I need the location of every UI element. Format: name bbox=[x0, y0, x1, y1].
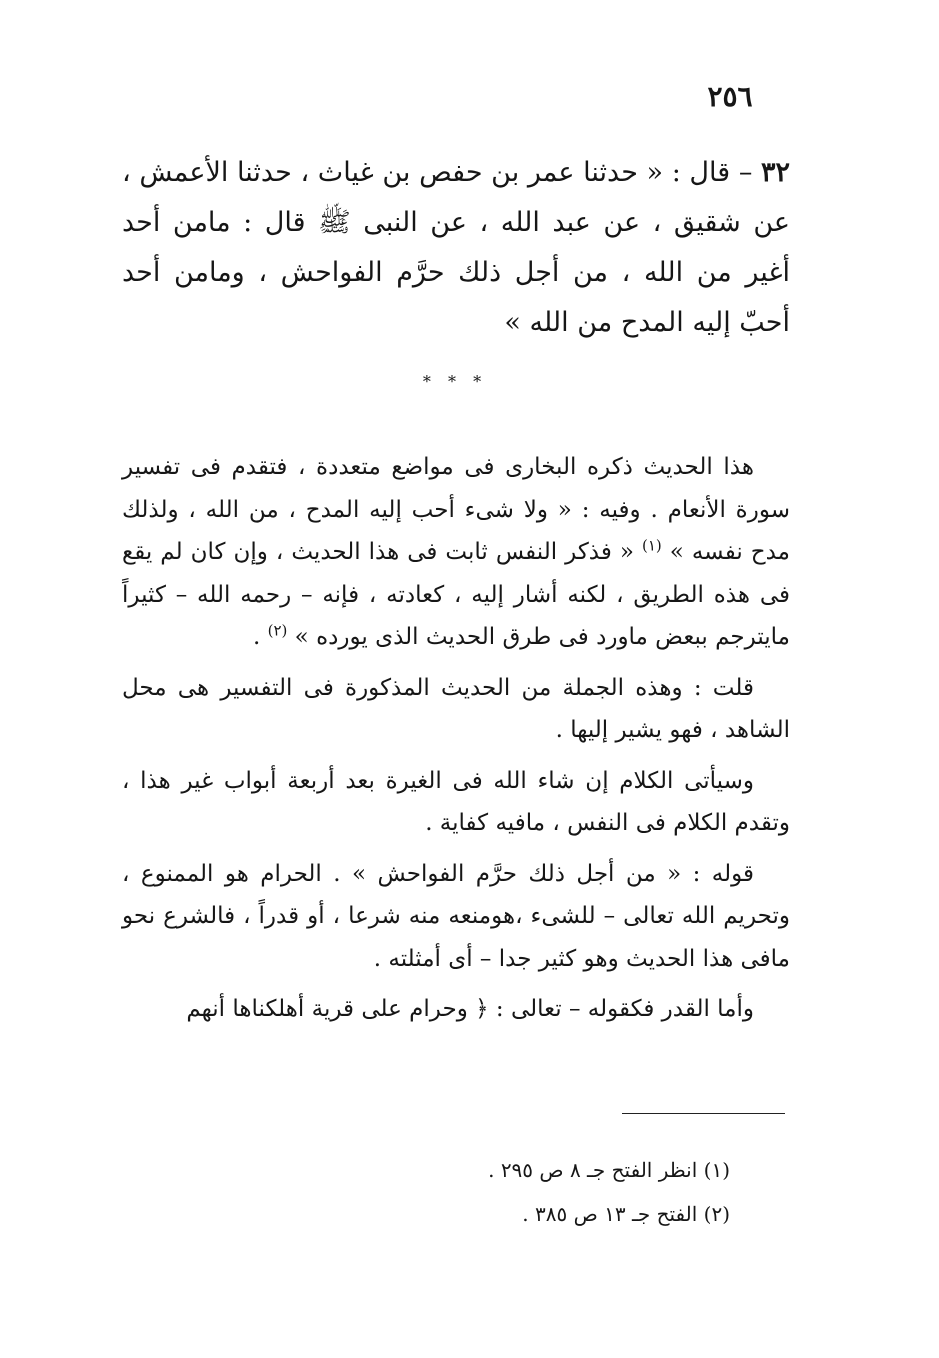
footnotes bbox=[300, 1148, 730, 1236]
footnote-divider bbox=[622, 1113, 785, 1114]
footnote-1: (١) انظر الفتح جـ ٨ ص ٢٩٥ . bbox=[488, 1158, 730, 1182]
commentary-paragraph-2: قلت : وهذه الجملة من الحديث المذكورة فى التفسير هى محل الشاهد ، فهو يشير إليها . bbox=[122, 674, 790, 743]
commentary-paragraph-5: وأما القدر فكقوله – تعالى : ﴿ وحرام على قرية أهلكناها أنهم bbox=[186, 996, 754, 1022]
commentary-paragraph-3: وسيأتى الكلام إن شاء الله فى الغيرة بعد أربعة أبواب غير هذا ، وتقدم الكلام فى النفس ، مافيه كفاية . bbox=[122, 767, 790, 836]
hadith-text bbox=[122, 148, 790, 348]
hadith-number: ٣٢ bbox=[760, 157, 790, 188]
footnote-2: (٢) الفتح جـ ١٣ ص ٣٨٥ . bbox=[522, 1202, 730, 1226]
footnote-ref-2: (٢) bbox=[267, 621, 288, 640]
paragraph-1-quote: « فذكر النفس ثابت فى هذا الحديث ، وإن كان لم يقع فى هذه الطريق ، لكنه أشار إليه ، كعادته ، فإنه – رحمه الله – كثيراً مايترجم ببعض ماورد فى طرق الحديث الذى يورده » bbox=[122, 539, 790, 650]
commentary bbox=[122, 446, 790, 1039]
page-number: ٢٥٦ bbox=[707, 80, 753, 113]
commentary-paragraph-1 bbox=[122, 446, 790, 659]
paragraph-1-end: . bbox=[252, 624, 268, 650]
section-separator: * * * bbox=[422, 372, 488, 391]
commentary-paragraph-4: قوله : « من أجل ذلك حرَّم الفواحش » . الحرام هو الممنوع ، وتحريم الله تعالى – للشىء ،هومنعه منه شرعا ، أو قدراً ، فالشرع نحو مافى هذا الحديث وهو كثير جدا – أى أمثلته . bbox=[122, 860, 790, 972]
footnote-ref-1: (١) bbox=[641, 536, 662, 555]
paragraph-1-text: هذا الحديث ذكره البخارى فى مواضع متعددة ، فتقدم فى تفسير سورة الأنعام . وفيه : « ولا شىء أحب إليه المدح ، من الله ، ولذلك مدح نفسه » bbox=[122, 454, 790, 565]
hadith-body: – قال : « حدثنا عمر بن حفص بن غياث ، حدثنا الأعمش ، عن شقيق ، عن عبد الله ، عن النبى ﷺ قال : مامن أحد أغير من الله ، من أجل ذلك حرَّم الفواحش ، ومامن أحد أحبّ إليه المدح من الله » bbox=[122, 157, 790, 338]
